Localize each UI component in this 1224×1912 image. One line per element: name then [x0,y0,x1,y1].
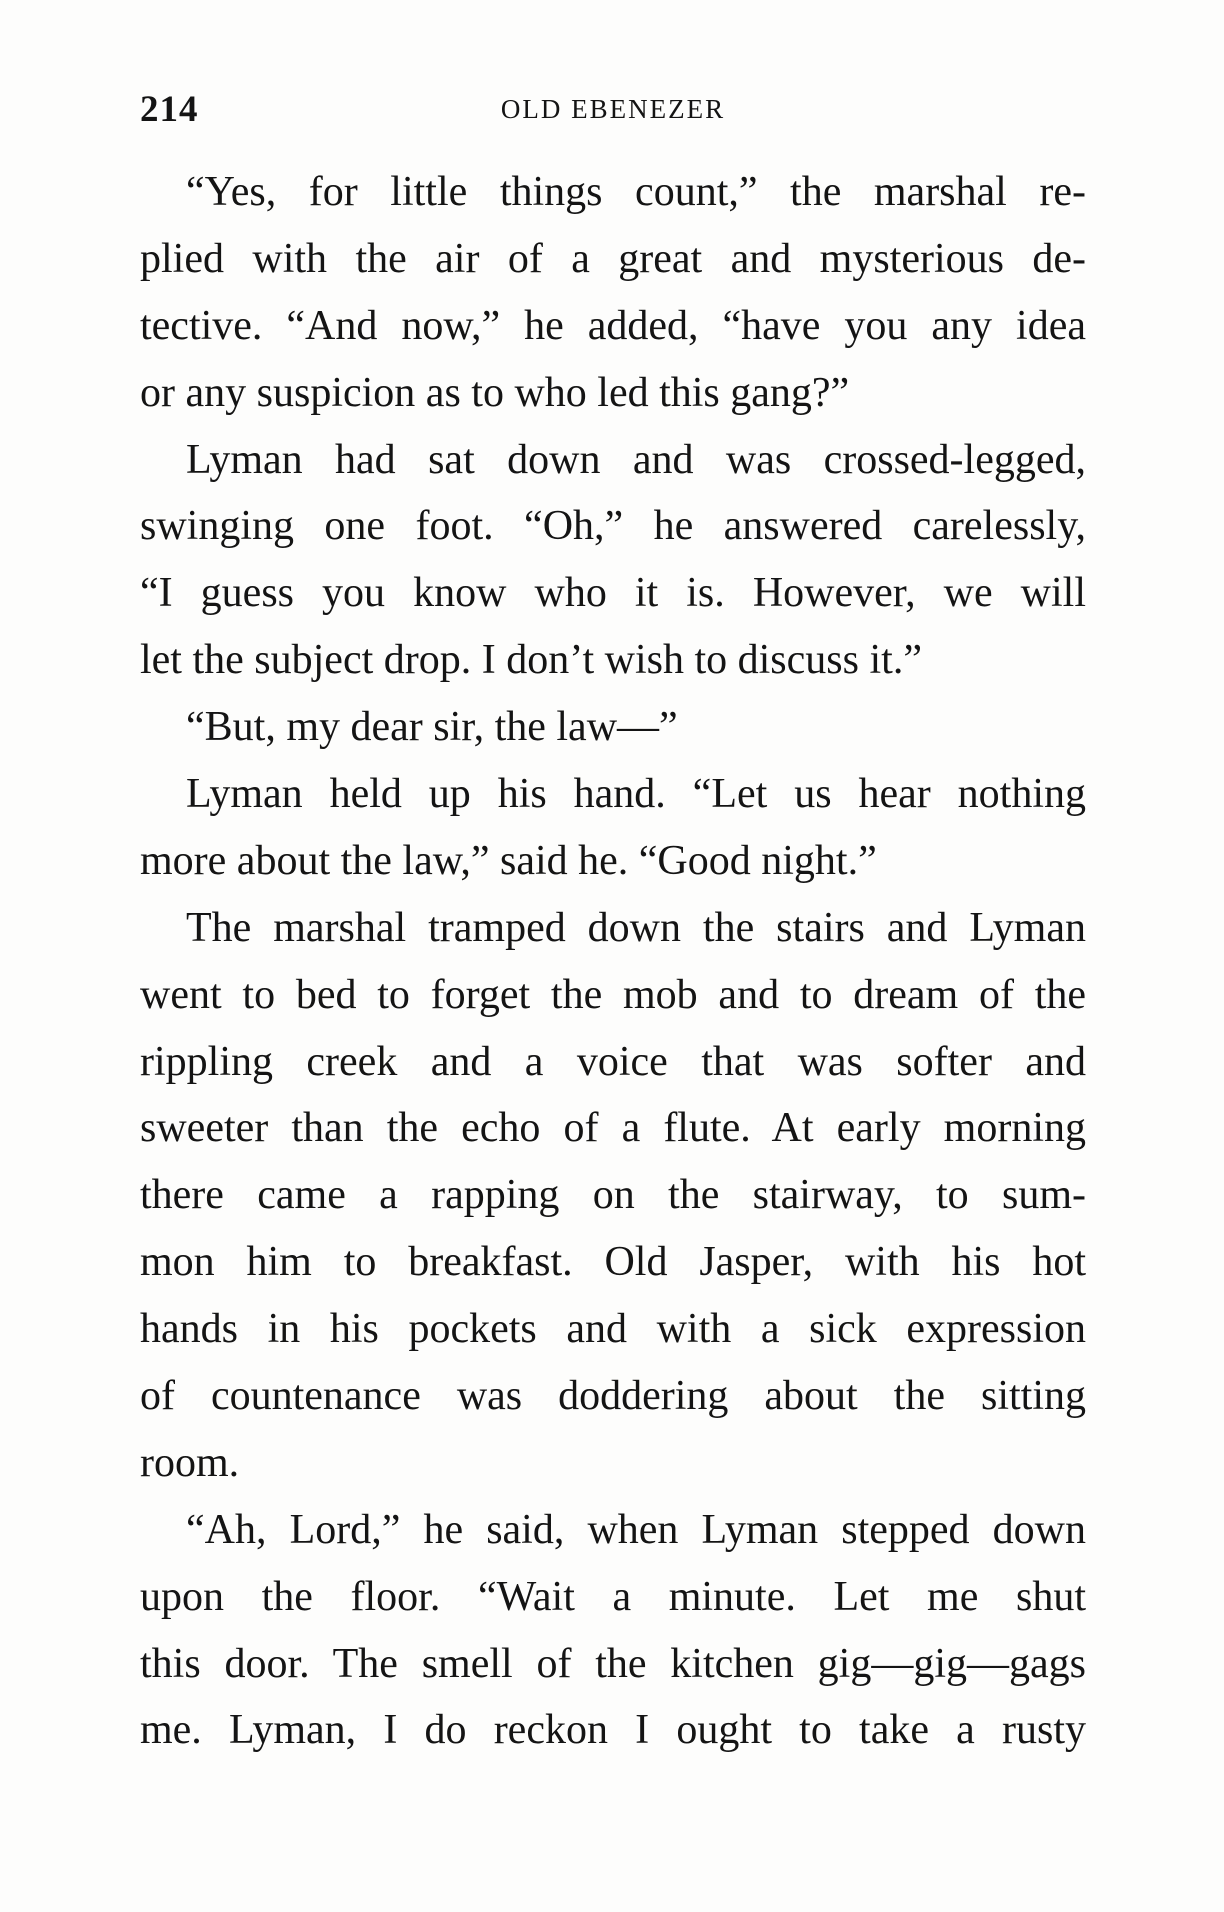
text-line: let the subject drop. I don’t wish to discuss it.” [140,637,922,684]
text-line: more about the law,” said he. “Good night.” [140,837,877,884]
running-head: OLD EBENEZER [500,94,726,124]
text-line: “Yes, for little things count,” the marshal re- [186,169,1086,215]
text-line: rippling creek and a voice that was softer and [140,1038,1086,1085]
text-line: mon him to breakfast. Old Jasper, with his hot [140,1239,1086,1286]
body-text [140,159,1086,1764]
text-line: swinging one foot. “Oh,” he answered carelessly, [140,503,1086,550]
text-line: this door. The smell of the kitchen gig—gig—gags [140,1640,1086,1687]
page-header [140,88,1086,134]
text-line: The marshal tramped down the stairs and Lyman [186,904,1086,951]
text-line: Lyman held up his hand. “Let us hear nothing [186,771,1086,818]
text-line: upon the floor. “Wait a minute. Let me shut [140,1573,1086,1620]
text-line: went to bed to forget the mob and to dream of the [140,971,1086,1018]
page-number: 214 [140,89,199,130]
text-line: plied with the air of a great and mysterious de- [140,235,1086,282]
text-line: hands in his pockets and with a sick expression [140,1306,1086,1353]
text-line: sweeter than the echo of a flute. At early morning [140,1105,1086,1152]
text-line: “I guess you know who it is. However, we will [140,570,1086,617]
text-line: tective. “And now,” he added, “have you any idea [140,302,1086,349]
text-line: “Ah, Lord,” he said, when Lyman stepped down [186,1506,1086,1553]
text-line: “But, my dear sir, the law—” [186,704,678,751]
text-line: me. Lyman, I do reckon I ought to take a rusty [140,1707,1086,1754]
text-line: of countenance was doddering about the sitting [140,1373,1086,1420]
text-line: room. [140,1439,240,1486]
text-line: there came a rapping on the stairway, to sum- [140,1172,1086,1219]
text-line: Lyman had sat down and was crossed-legged, [186,436,1086,483]
text-line: or any suspicion as to who led this gang?” [140,369,850,416]
